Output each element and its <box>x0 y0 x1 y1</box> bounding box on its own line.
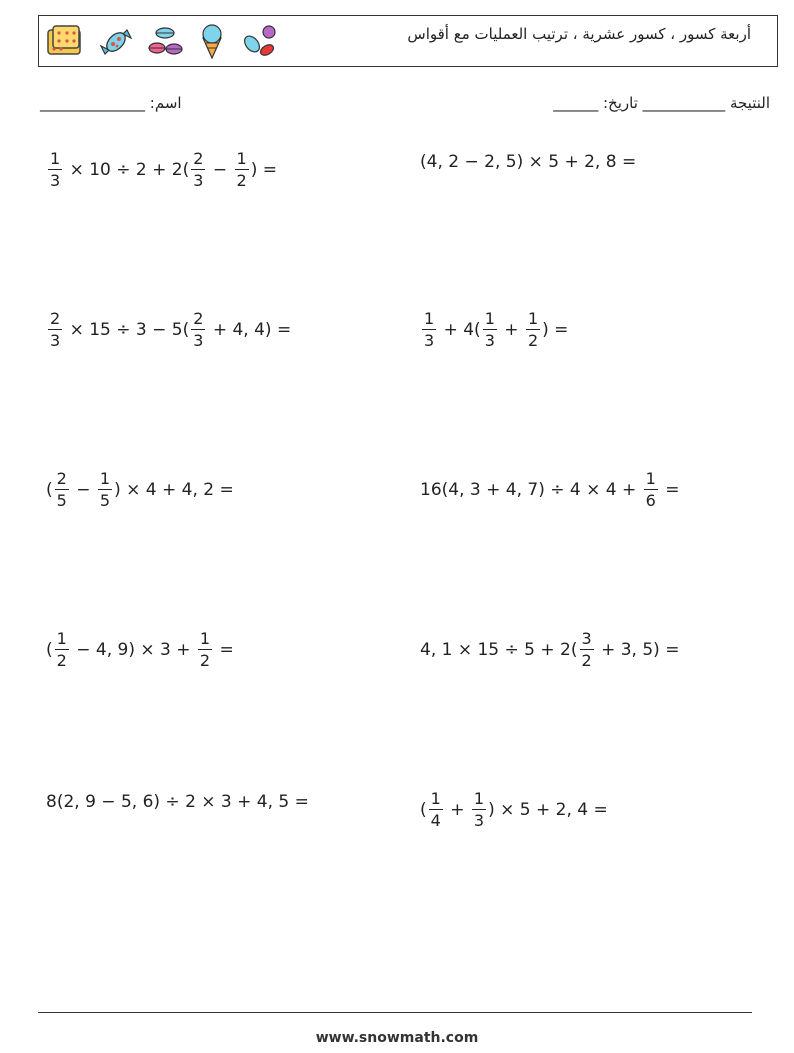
expression-text: + <box>444 800 470 820</box>
problem-8 <box>420 620 679 680</box>
fraction <box>48 311 62 349</box>
footer-url: www.snowmath.com <box>315 1030 479 1046</box>
expression-text: ) = <box>250 160 277 180</box>
footer-divider <box>38 1012 752 1013</box>
problem-4 <box>420 300 568 360</box>
denominator: 3 <box>193 331 204 350</box>
problem-7 <box>46 620 234 680</box>
expression-text: = <box>214 640 234 660</box>
expression-text: ) × 4 + 4, 2 = <box>114 480 234 500</box>
score-label: النتيجة <box>729 94 770 112</box>
problem-10 <box>420 780 608 840</box>
numerator: 1 <box>199 629 211 648</box>
fraction <box>235 151 249 189</box>
expression-text: × 10 ÷ 2 + 2( <box>64 160 190 180</box>
worksheet-title: أربعة كسور ، كسور عشرية ، ترتيب العمليات مع أقواس <box>407 25 751 43</box>
expression-text: − <box>207 160 233 180</box>
worksheet-header <box>38 15 778 67</box>
name-line: ______________ <box>40 94 145 112</box>
problem-9 <box>46 772 309 832</box>
candies-icon <box>241 24 279 60</box>
fraction <box>198 631 212 669</box>
expression-text: + 4( <box>438 320 481 340</box>
fraction <box>55 471 69 509</box>
numerator: 1 <box>424 309 435 328</box>
fraction <box>483 311 497 349</box>
numerator: 1 <box>527 309 539 328</box>
numerator: 2 <box>56 469 67 488</box>
denominator: 6 <box>645 491 656 510</box>
macarons-icon <box>147 24 183 60</box>
numerator: 1 <box>430 789 441 808</box>
expression-text: + 4, 4) = <box>207 320 292 340</box>
numerator: 3 <box>581 629 592 648</box>
numerator: 2 <box>193 309 204 328</box>
problem-3 <box>46 300 291 360</box>
numerator: 1 <box>484 309 495 328</box>
expression-text: ( <box>46 640 53 660</box>
fraction <box>580 631 594 669</box>
name-field <box>40 94 182 112</box>
expression-text: (4, 2 − 2, 5) × 5 + 2, 8 = <box>420 152 637 172</box>
denominator: 3 <box>50 171 61 190</box>
problem-1 <box>46 140 277 200</box>
fraction <box>191 151 205 189</box>
denominator: 2 <box>56 651 67 670</box>
fraction <box>429 791 443 829</box>
problem-5 <box>46 460 234 520</box>
numerator: 2 <box>193 149 204 168</box>
expression-text: − <box>70 480 96 500</box>
expression-text: 4, 1 × 15 ÷ 5 + 2( <box>420 640 578 660</box>
denominator: 3 <box>484 331 495 350</box>
expression-text: = <box>659 480 680 500</box>
numerator: 1 <box>236 149 247 168</box>
expression-text: ) × 5 + 2, 4 = <box>488 800 608 820</box>
numerator: 1 <box>50 149 61 168</box>
score-line: ___________ <box>642 94 726 112</box>
numerator: 1 <box>56 629 67 648</box>
denominator: 2 <box>199 651 211 670</box>
denominator: 5 <box>56 491 67 510</box>
denominator: 3 <box>473 811 485 830</box>
expression-text: + 3, 5) = <box>595 640 680 660</box>
numerator: 1 <box>99 469 111 488</box>
problem-2 <box>420 132 636 192</box>
ice-cream-icon <box>197 24 227 60</box>
fraction <box>422 311 436 349</box>
cracker-icon <box>45 24 85 60</box>
expression-text: ( <box>420 800 427 820</box>
problem-6 <box>420 460 679 520</box>
denominator: 3 <box>50 331 61 350</box>
expression-text: 16(4, 3 + 4, 7) ÷ 4 × 4 + <box>420 480 642 500</box>
denominator: 3 <box>424 331 435 350</box>
denominator: 2 <box>236 171 247 190</box>
numerator: 1 <box>473 789 485 808</box>
expression-text: × 15 ÷ 3 − 5( <box>64 320 190 340</box>
denominator: 4 <box>430 811 441 830</box>
fraction <box>55 631 69 669</box>
expression-text: 8(2, 9 − 5, 6) ÷ 2 × 3 + 4, 5 = <box>46 792 309 812</box>
fraction <box>98 471 112 509</box>
fraction <box>191 311 205 349</box>
date-score-field <box>553 94 770 112</box>
expression-text: + <box>498 320 524 340</box>
denominator: 2 <box>527 331 539 350</box>
denominator: 3 <box>193 171 204 190</box>
expression-text: ) = <box>542 320 569 340</box>
fraction <box>472 791 486 829</box>
denominator: 2 <box>581 651 592 670</box>
candy-icon <box>99 24 133 60</box>
header-icons <box>45 22 279 62</box>
fraction <box>526 311 540 349</box>
expression-text: ( <box>46 480 53 500</box>
date-label: تاريخ: <box>602 94 638 112</box>
name-label: اسم: <box>149 94 182 112</box>
date-line: ______ <box>553 94 599 112</box>
denominator: 5 <box>99 491 111 510</box>
fraction <box>48 151 62 189</box>
numerator: 1 <box>645 469 656 488</box>
numerator: 2 <box>50 309 61 328</box>
fraction <box>644 471 658 509</box>
expression-text: − 4, 9) × 3 + <box>70 640 196 660</box>
